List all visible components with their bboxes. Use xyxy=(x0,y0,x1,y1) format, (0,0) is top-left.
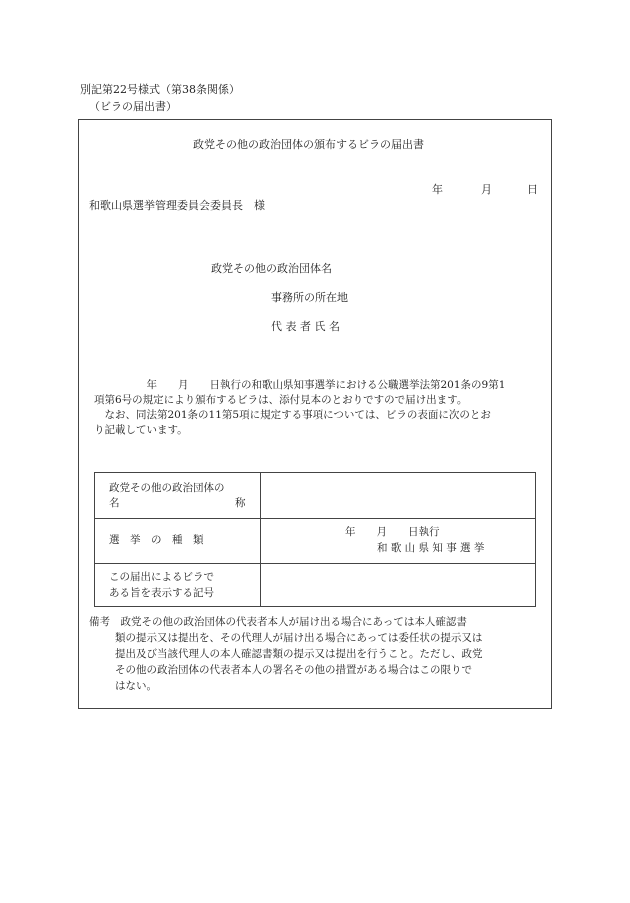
office-address-label: 事務所の所在地 xyxy=(271,291,348,304)
details-table xyxy=(94,472,536,607)
date-month: 月 xyxy=(481,183,492,196)
addressee: 和歌山県選挙管理委員会委員長 様 xyxy=(89,199,265,212)
form-number: 別記第22号様式（第38条関係） xyxy=(80,83,240,96)
symbol-row-label-line-1: この届出によるビラで xyxy=(109,571,214,583)
org-name-row-label-line-2b: 称 xyxy=(235,497,246,509)
org-name-row-label-line-1: 政党その他の政治団体の xyxy=(109,482,225,494)
election-date-value: 年 月 日執行 xyxy=(345,526,440,538)
body-text-line-4: り記載しています。 xyxy=(94,424,188,436)
remarks-line-2: 類の提示又は提出を、その代理人が届け出る場合にあっては委任状の提示又は xyxy=(115,632,483,644)
symbol-value-field[interactable] xyxy=(275,577,515,595)
election-type-row-label: 選 挙 の 種 類 xyxy=(109,534,204,546)
table-row-divider xyxy=(95,518,535,519)
date-year: 年 xyxy=(432,183,443,196)
symbol-row-label-line-2: ある旨を表示する記号 xyxy=(109,587,214,599)
date-day: 日 xyxy=(527,183,538,196)
body-text-line-3: なお、同法第201条の11第5項に規定する事項については、ビラの表面に次のとお xyxy=(94,409,491,421)
remarks-line-1: 備考 政党その他の政治団体の代表者本人が届け出る場合にあっては本人確認書 xyxy=(89,616,467,628)
org-name-value-field[interactable] xyxy=(275,487,515,505)
table-row-divider xyxy=(95,563,535,564)
form-subtitle: （ビラの届出書） xyxy=(89,100,177,113)
remarks-line-3: 提出及び当該代理人の本人確認書類の提示又は提出を行うこと。ただし、政党 xyxy=(115,648,483,660)
body-text-line-1: 年 月 日執行の和歌山県知事選挙における公職選挙法第201条の9第1 xyxy=(94,379,506,391)
org-name-label: 政党その他の政治団体名 xyxy=(211,262,332,275)
remarks-line-5: はない。 xyxy=(115,680,157,692)
document-title: 政党その他の政治団体の頒布するビラの届出書 xyxy=(193,138,424,151)
remarks-line-4: その他の政治団体の代表者本人の署名その他の措置がある場合はこの限りで xyxy=(115,664,472,676)
org-name-row-label-line-2a: 名 xyxy=(109,497,120,509)
table-column-divider xyxy=(260,473,261,606)
representative-name-label: 代 表 者 氏 名 xyxy=(271,320,340,333)
election-name-value: 和 歌 山 県 知 事 選 挙 xyxy=(377,542,485,554)
body-text-line-2: 項第6号の規定により頒布するビラは、添付見本のとおりですので届け出ます。 xyxy=(94,394,468,406)
